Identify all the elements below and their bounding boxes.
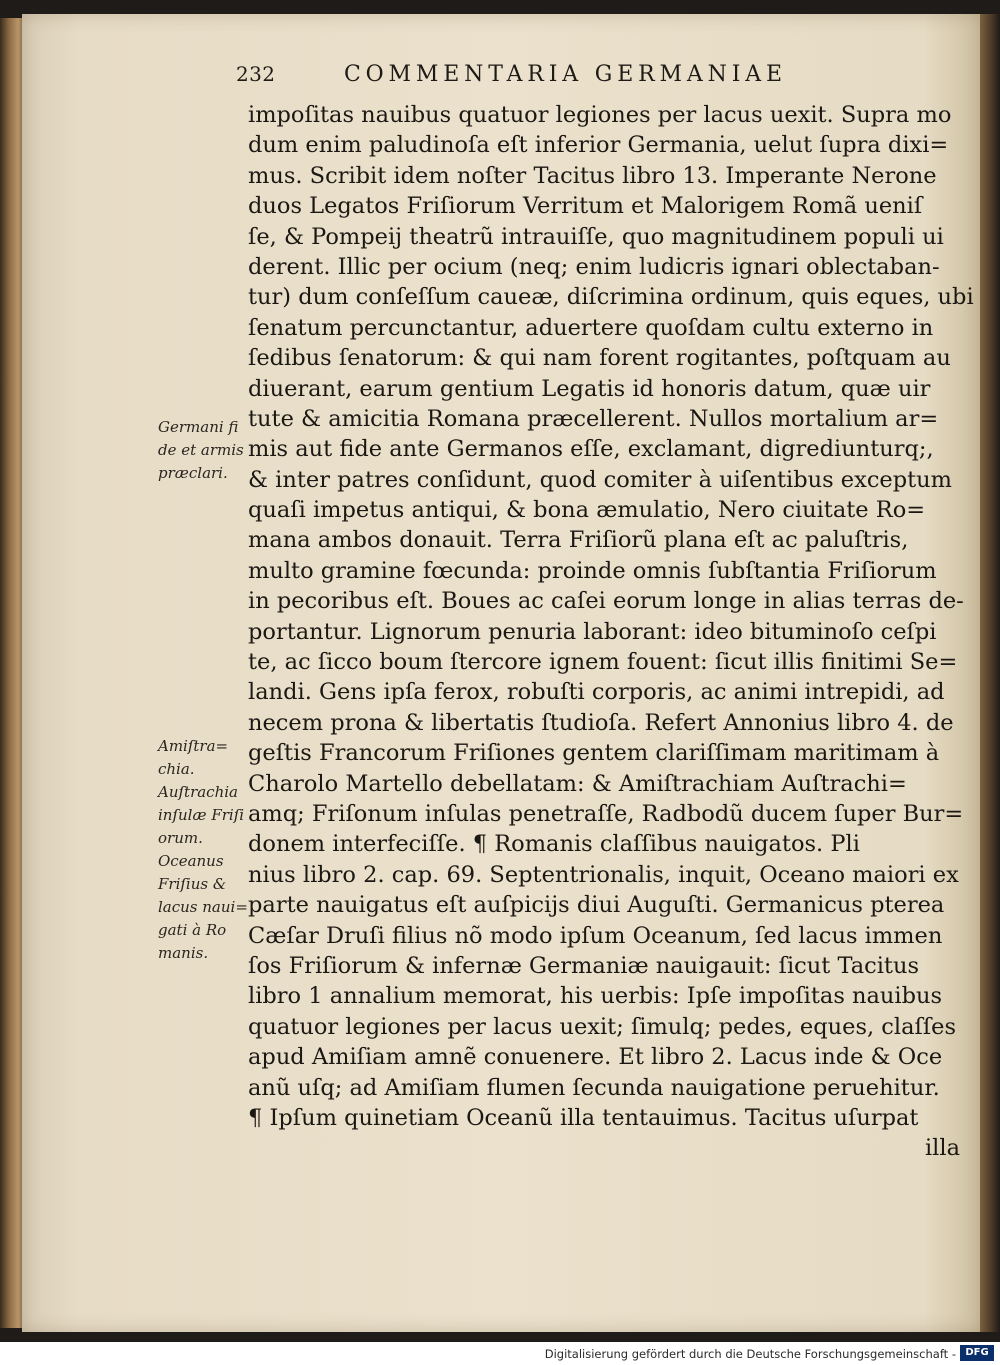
margin-note-line: inſulæ Friſi (158, 806, 245, 824)
running-title: COMMENTARIA GERMANIAE (344, 62, 787, 87)
text-line: derent. Illic per ocium (neq; enim ludicris ignari oblectaban- (248, 253, 940, 280)
text-line: mus. Scribit idem noſter Tacitus libro 13. Imperante Nerone (248, 162, 937, 189)
text-line: necem prona & libertatis ſtudioſa. Refert Annonius libro 4. de (248, 709, 954, 736)
text-line: apud Amiſiam amnẽ conuenere. Et libro 2. Lacus inde & Oce (248, 1044, 943, 1071)
margin-note-line: Auſtrachia (158, 783, 238, 801)
margin-note-line: Germani fi (158, 418, 239, 436)
margin-note-line: Amiſtra= (158, 737, 229, 755)
text-line: in pecoribus eſt. Boues ac caſei eorum longe in alias terras de- (248, 588, 964, 615)
text-line: mana ambos donauit. Terra Friſiorũ plana eſt ac paluſtris, (248, 527, 909, 554)
catchword: illa (924, 1135, 960, 1162)
binding-gutter (980, 14, 1000, 1332)
margin-note-line: orum. (158, 829, 203, 847)
margin-note-line: Oceanus (158, 852, 224, 870)
text-line: multo gramine fœcunda: proinde omnis ſubſtantia Friſiorum (248, 557, 937, 584)
text-line: anũ uſq; ad Amiſiam flumen ſecunda nauigatione peruehitur. (248, 1074, 940, 1101)
text-line: dum enim paludinoſa eſt inferior Germania, uelut ſupra dixi= (248, 132, 949, 159)
text-line: duos Legatos Friſiorum Verritum et Malorigem Romã ueniſ (248, 193, 923, 220)
margin-note-line: lacus naui= (158, 898, 248, 916)
margin-note-line: de et armis (158, 441, 244, 459)
margin-note-line: manis. (158, 944, 209, 962)
funding-credit: Digitalisierung gefördert durch die Deutsche Forschungsgemeinschaft - (544, 1347, 956, 1361)
text-line: quaſi impetus antiqui, & bona æmulatio, Nero ciuitate Ro= (248, 497, 926, 524)
margin-note-line: chia. (158, 760, 195, 778)
text-line: & inter patres conſidunt, quod comiter à uiſentibus exceptum (248, 466, 953, 493)
text-line: ſos Friſiorum & infernæ Germaniæ nauigauit: ſicut Tacitus (248, 952, 920, 979)
text-line: Cæſar Druſi filius nõ modo ipſum Oceanum, ſed lacus immen (248, 922, 943, 949)
margin-note-line: gati à Ro (158, 921, 227, 939)
text-line: nius libro 2. cap. 69. Septentrionalis, inquit, Oceano maiori ex (248, 861, 959, 888)
text-line: mis aut fide ante Germanos eſſe, exclamant, digrediunturq;, (248, 436, 934, 463)
margin-note-germani (158, 416, 244, 485)
running-head (236, 62, 876, 94)
body-text (248, 100, 974, 1164)
text-line: tur) dum conſeſſum caueæ, diſcrimina ordinum, quis eques, ubi (248, 284, 974, 311)
text-line: ſe, & Pompeij theatrũ intrauiſſe, quo magnitudinem populi ui (248, 223, 944, 250)
text-line: landi. Gens ipſa ferox, robuſti corporis, ac animi intrepidi, ad (248, 679, 945, 706)
text-line: diuerant, earum gentium Legatis id honoris datum, quæ uir (248, 375, 931, 402)
text-line: parte nauigatus eſt auſpicijs diui Auguſti. Germanicus pterea (248, 892, 945, 919)
text-line: geſtis Francorum Friſiones gentem clariſſimam maritimam à (248, 740, 940, 767)
margin-note-amistrachia (158, 735, 248, 965)
text-line: ſedibus ſenatorum: & qui nam forent rogitantes, poſtquam au (248, 345, 951, 372)
text-line: ¶ Ipſum quinetiam Oceanũ illa tentauimus. Tacitus uſurpat (248, 1104, 919, 1131)
text-line: libro 1 annalium memorat, his uerbis: Ipſe impoſitas nauibus (248, 983, 943, 1010)
margin-note-line: Friſius & (158, 875, 227, 893)
text-line: ſenatum percunctantur, aduertere quoſdam cultu externo in (248, 314, 934, 341)
text-line: quatuor legiones per lacus uexit; ſimulq; pedes, eques, claſſes (248, 1013, 957, 1040)
text-line: portantur. Lignorum penuria laborant: ideo bituminoſo ceſpi (248, 618, 937, 645)
text-line: amq; Friſonum inſulas penetraſſe, Radbodũ ducem ſuper Bur= (248, 800, 964, 827)
text-line: Charolo Martello debellatam: & Amiſtrachiam Auſtrachi= (248, 770, 907, 797)
dfg-logo: DFG (960, 1345, 994, 1361)
text-line: tute & amicitia Romana præcellerent. Nullos mortalium ar= (248, 405, 939, 432)
margin-note-line: præclari. (158, 464, 228, 482)
text-line: donem interfeciſſe. ¶ Romanis claſſibus nauigatos. Pli (248, 831, 860, 858)
text-line: impoſitas nauibus quatuor legiones per lacus uexit. Supra mo (248, 102, 952, 128)
page-number: 232 (236, 62, 276, 86)
text-line: te, ac ſicco boum ſtercore ignem fouent: ſicut illis finitimi Se= (248, 649, 958, 676)
